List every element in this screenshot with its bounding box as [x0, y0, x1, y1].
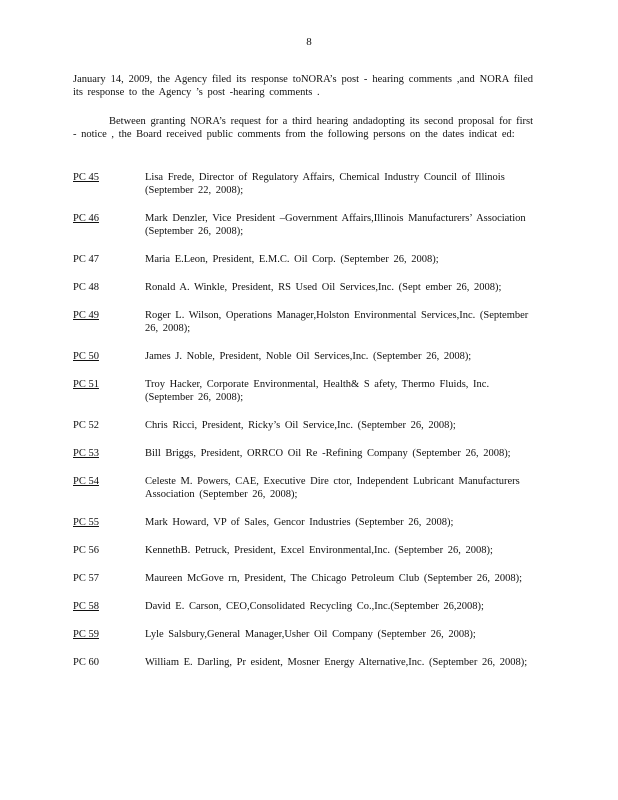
comment-description: Roger L. Wilson, Operations Manager,Holston Environmental Services,Inc. (September 26, 2008);	[145, 310, 529, 334]
comment-number: PC 49	[73, 310, 99, 321]
comment-description: Lyle Salsbury,General Manager,Usher Oil Company (September 26, 2008);	[145, 629, 476, 640]
comment-entry-pc59	[73, 628, 535, 641]
comment-description: Chris Ricci, President, Ricky’s Oil Service,Inc. (September 26, 2008);	[145, 420, 456, 431]
comment-number: PC 52	[73, 420, 99, 431]
comment-description: KennethB. Petruck, President, Excel Environmental,Inc. (September 26, 2008);	[145, 545, 493, 556]
comment-number: PC 54	[73, 476, 99, 487]
comment-number: PC 55	[73, 517, 99, 528]
comment-description: Mark Denzler, Vice President –Government Affairs,Illinois Manufacturers’ Association (September 26, 2008);	[145, 213, 526, 237]
comment-entry-pc51	[73, 378, 535, 404]
comment-entry-pc55	[73, 516, 535, 529]
comment-description: Maria E.Leon, President, E.M.C. Oil Corp. (September 26, 2008);	[145, 254, 439, 265]
comment-number: PC 48	[73, 282, 99, 293]
comment-entry-pc50	[73, 350, 535, 363]
comment-description: Celeste M. Powers, CAE, Executive Dire ctor, Independent Lubricant Manufacturers Association (September 26, 2008);	[145, 476, 520, 500]
comment-entry-pc52	[73, 419, 535, 432]
public-comment-list	[73, 171, 535, 684]
comment-description: James J. Noble, President, Noble Oil Services,Inc. (September 26, 2008);	[145, 351, 472, 362]
comment-number: PC 53	[73, 448, 99, 459]
comment-number: PC 47	[73, 254, 99, 265]
comment-number: PC 50	[73, 351, 99, 362]
comment-description: Troy Hacker, Corporate Environmental, Health& S afety, Thermo Fluids, Inc. (September 26, 2008);	[145, 379, 490, 403]
comment-description: Ronald A. Winkle, President, RS Used Oil Services,Inc. (Sept ember 26, 2008);	[145, 282, 502, 293]
intro-paragraph: January 14, 2009, the Agency filed its response toNORA’s post - hearing comments ,and NORA filed its response to the Agency ’s post -hearing comments .	[73, 74, 533, 98]
comment-description: William E. Darling, Pr esident, Mosner Energy Alternative,Inc. (September 26, 2008);	[145, 657, 528, 668]
comment-number: PC 56	[73, 545, 99, 556]
comment-entry-pc54	[73, 475, 535, 501]
page-number: 8	[306, 36, 312, 48]
comment-description: Maureen McGove rn, President, The Chicago Petroleum Club (September 26, 2008);	[145, 573, 523, 584]
comment-entry-pc60	[73, 656, 535, 669]
comment-number: PC 46	[73, 213, 99, 224]
comment-number: PC 60	[73, 657, 99, 668]
comment-description: David E. Carson, CEO,Consolidated Recycling Co.,Inc.(September 26,2008);	[145, 601, 484, 612]
comment-description: Bill Briggs, President, ORRCO Oil Re -Refining Company (September 26, 2008);	[145, 448, 511, 459]
comment-entry-pc47	[73, 253, 535, 266]
comments-intro-paragraph: Between granting NORA’s request for a third hearing andadopting its second proposal for first - notice , the Board received public comments from the following persons on the dates indicat ed:	[73, 116, 533, 140]
comment-number: PC 57	[73, 573, 99, 584]
comment-description: Mark Howard, VP of Sales, Gencor Industries (September 26, 2008);	[145, 517, 454, 528]
comment-number: PC 58	[73, 601, 99, 612]
comment-entry-pc53	[73, 447, 535, 460]
comment-description: Lisa Frede, Director of Regulatory Affairs, Chemical Industry Council of Illinois (September 22, 2008);	[145, 172, 505, 196]
comment-entry-pc56	[73, 544, 535, 557]
comment-entry-pc45	[73, 171, 535, 197]
comment-entry-pc57	[73, 572, 535, 585]
comment-entry-pc49	[73, 309, 535, 335]
comment-number: PC 45	[73, 172, 99, 183]
comment-number: PC 59	[73, 629, 99, 640]
comment-number: PC 51	[73, 379, 99, 390]
comment-entry-pc48	[73, 281, 535, 294]
comment-entry-pc58	[73, 600, 535, 613]
comment-entry-pc46	[73, 212, 535, 238]
